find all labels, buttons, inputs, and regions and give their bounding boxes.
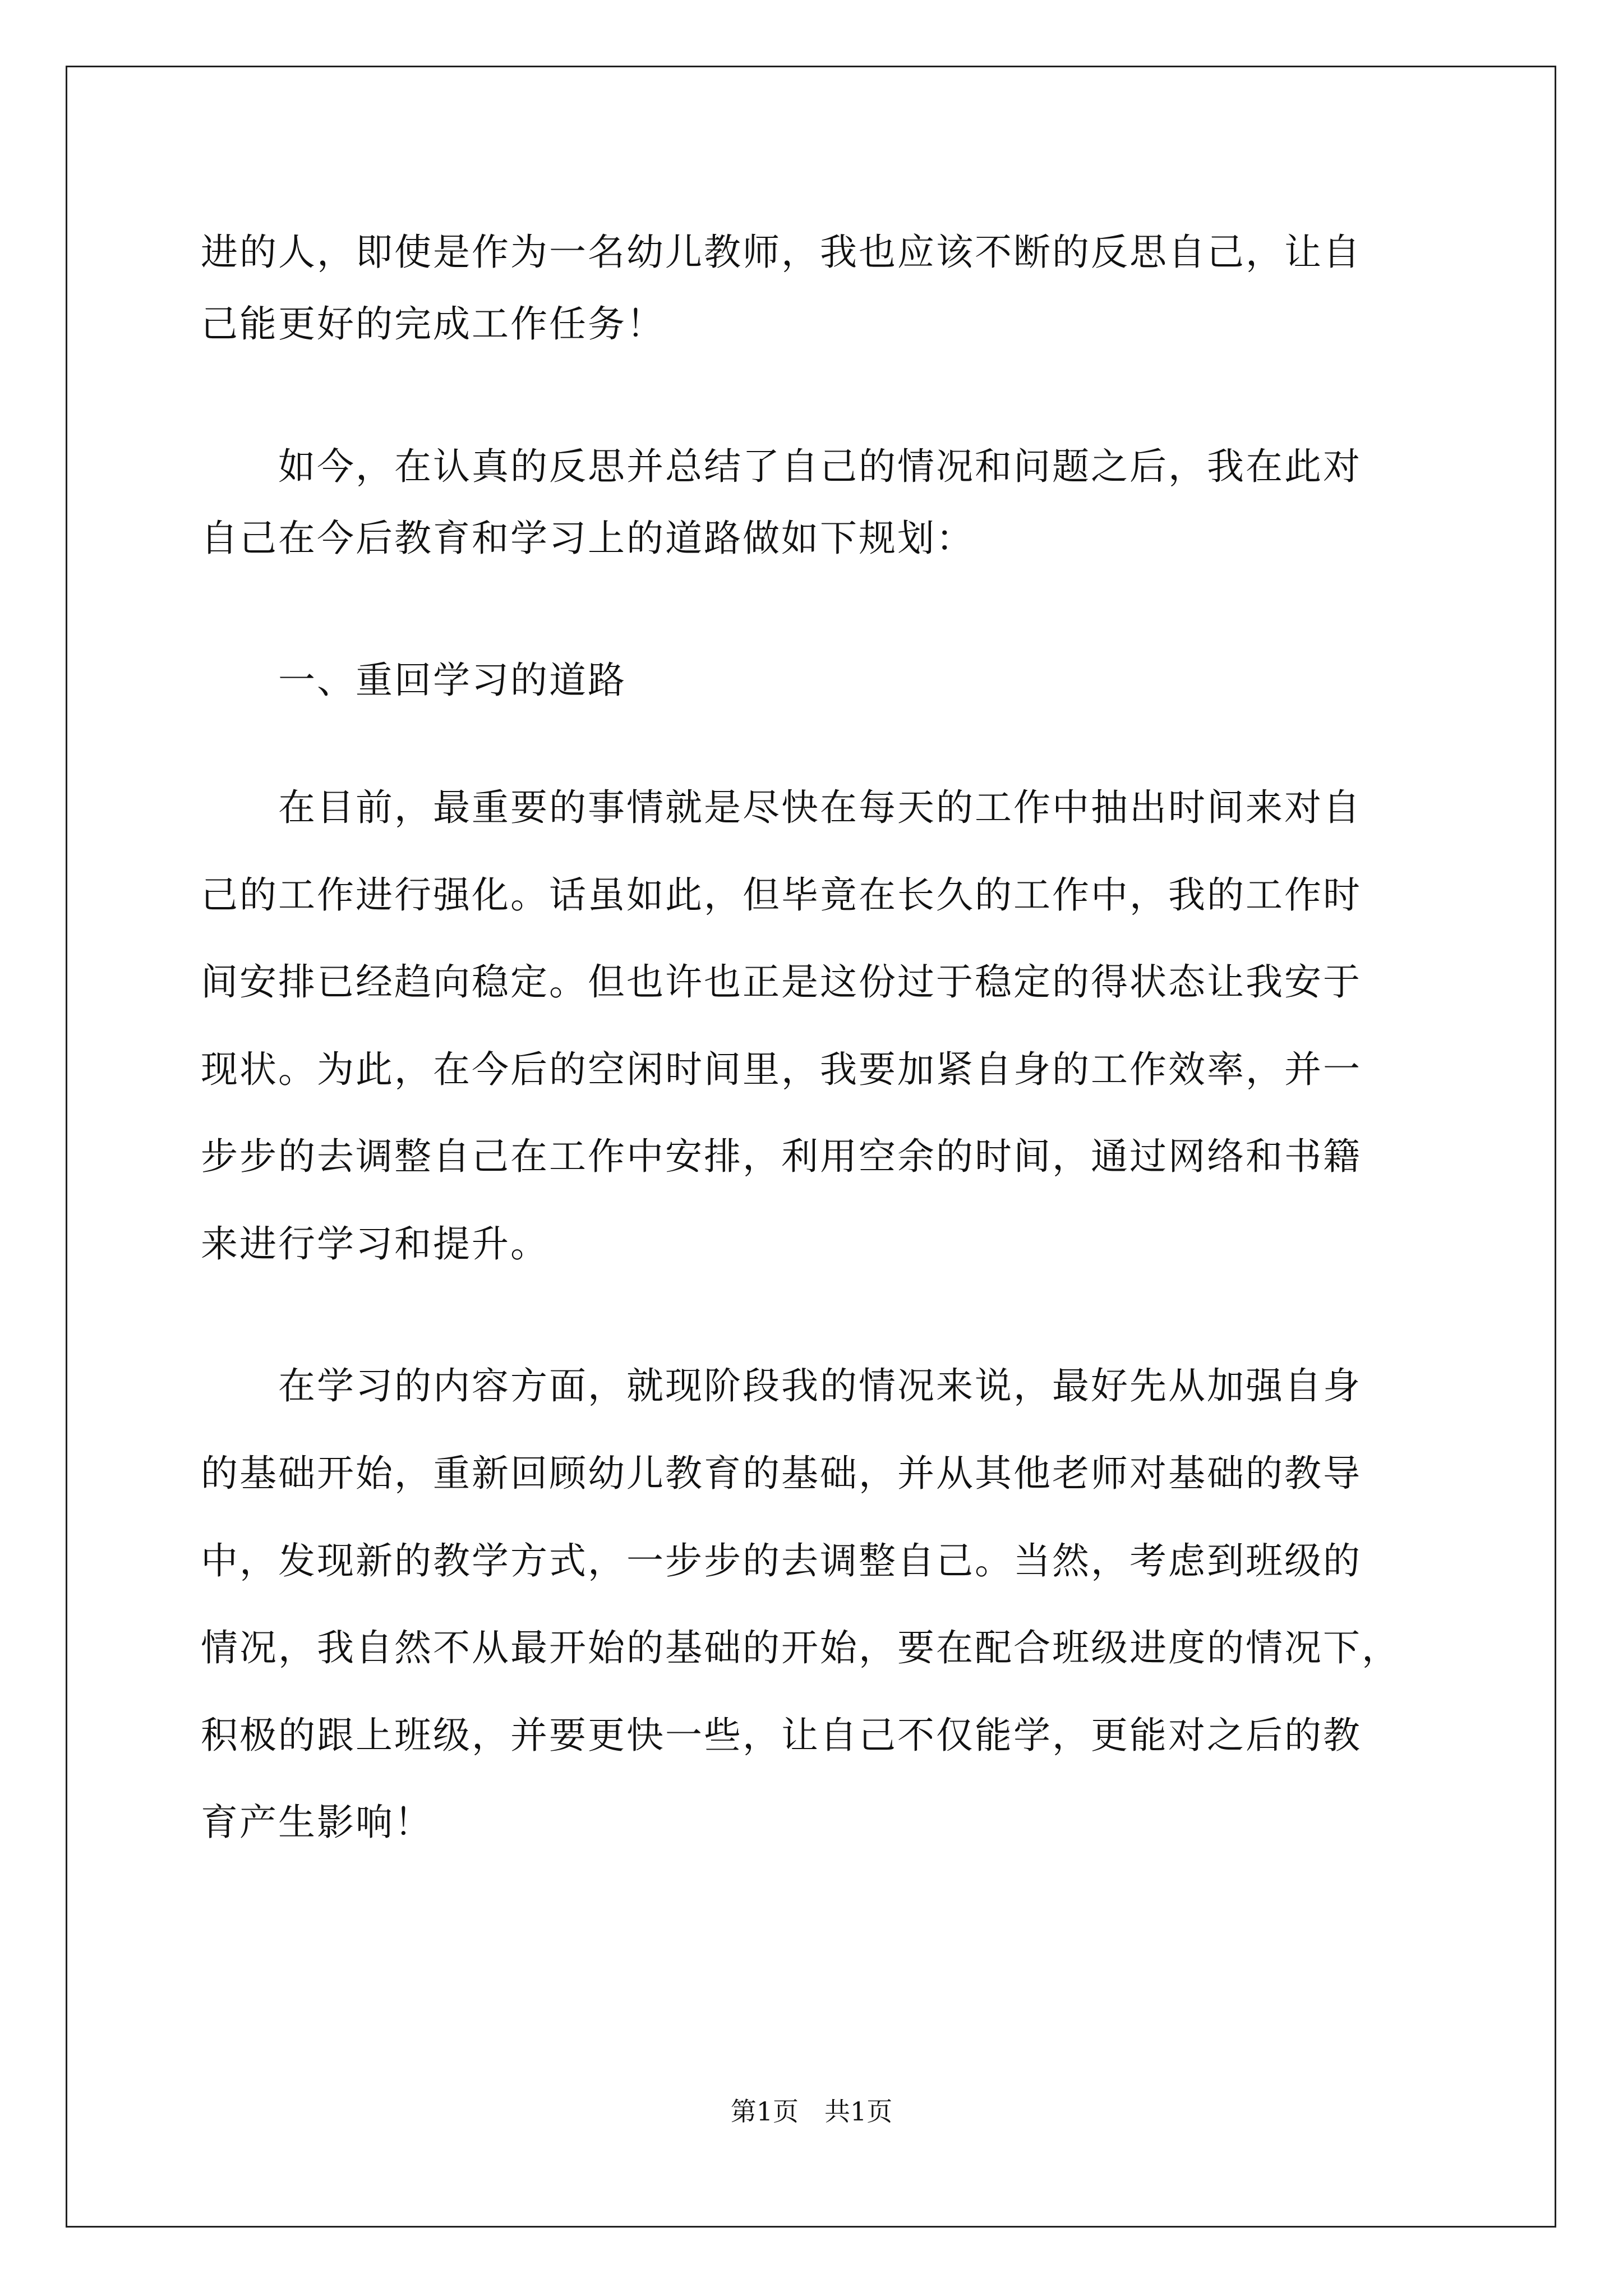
text-line: 情况，我自然不从最开始的基础的开始，要在配合班级进度的情况下，	[201, 1626, 1400, 1669]
text-line: 的基础开始，重新回顾幼儿教育的基础，并从其他老师对基础的教导	[201, 1452, 1362, 1495]
text-line: 中，发现新的教学方式，一步步的去调整自己。当然，考虑到班级的	[201, 1539, 1362, 1582]
text-line: 自己在今后教育和学习上的道路做如下规划：	[201, 517, 975, 560]
page-footer: 第1页 共1页	[730, 2096, 893, 2127]
text-line: 来进行学习和提升。	[201, 1222, 549, 1266]
text-line: 在学习的内容方面，就现阶段我的情况来说，最好先从加强自身	[201, 1364, 1362, 1407]
text-line: 间安排已经趋向稳定。但也许也正是这份过于稳定的得状态让我安于	[201, 960, 1362, 1004]
text-line: 如今，在认真的反思并总结了自己的情况和问题之后，我在此对	[201, 445, 1362, 488]
section-heading: 一、重回学习的道路	[201, 659, 626, 702]
text-line: 步步的去调整自己在工作中安排，利用空余的时间，通过网络和书籍	[201, 1135, 1362, 1178]
text-line: 积极的跟上班级，并要更快一些，让自己不仅能学，更能对之后的教	[201, 1714, 1362, 1757]
text-line: 现状。为此，在今后的空闲时间里，我要加紧自身的工作效率，并一	[201, 1048, 1362, 1091]
text-line: 育产生影响！	[201, 1801, 433, 1844]
text-line: 己能更好的完成工作任务！	[201, 302, 665, 346]
text-line: 进的人，即使是作为一名幼儿教师，我也应该不断的反思自己，让自	[201, 231, 1362, 274]
text-line: 在目前，最重要的事情就是尽快在每天的工作中抽出时间来对自	[201, 786, 1362, 829]
text-line: 己的工作进行强化。话虽如此，但毕竟在长久的工作中，我的工作时	[201, 873, 1362, 917]
